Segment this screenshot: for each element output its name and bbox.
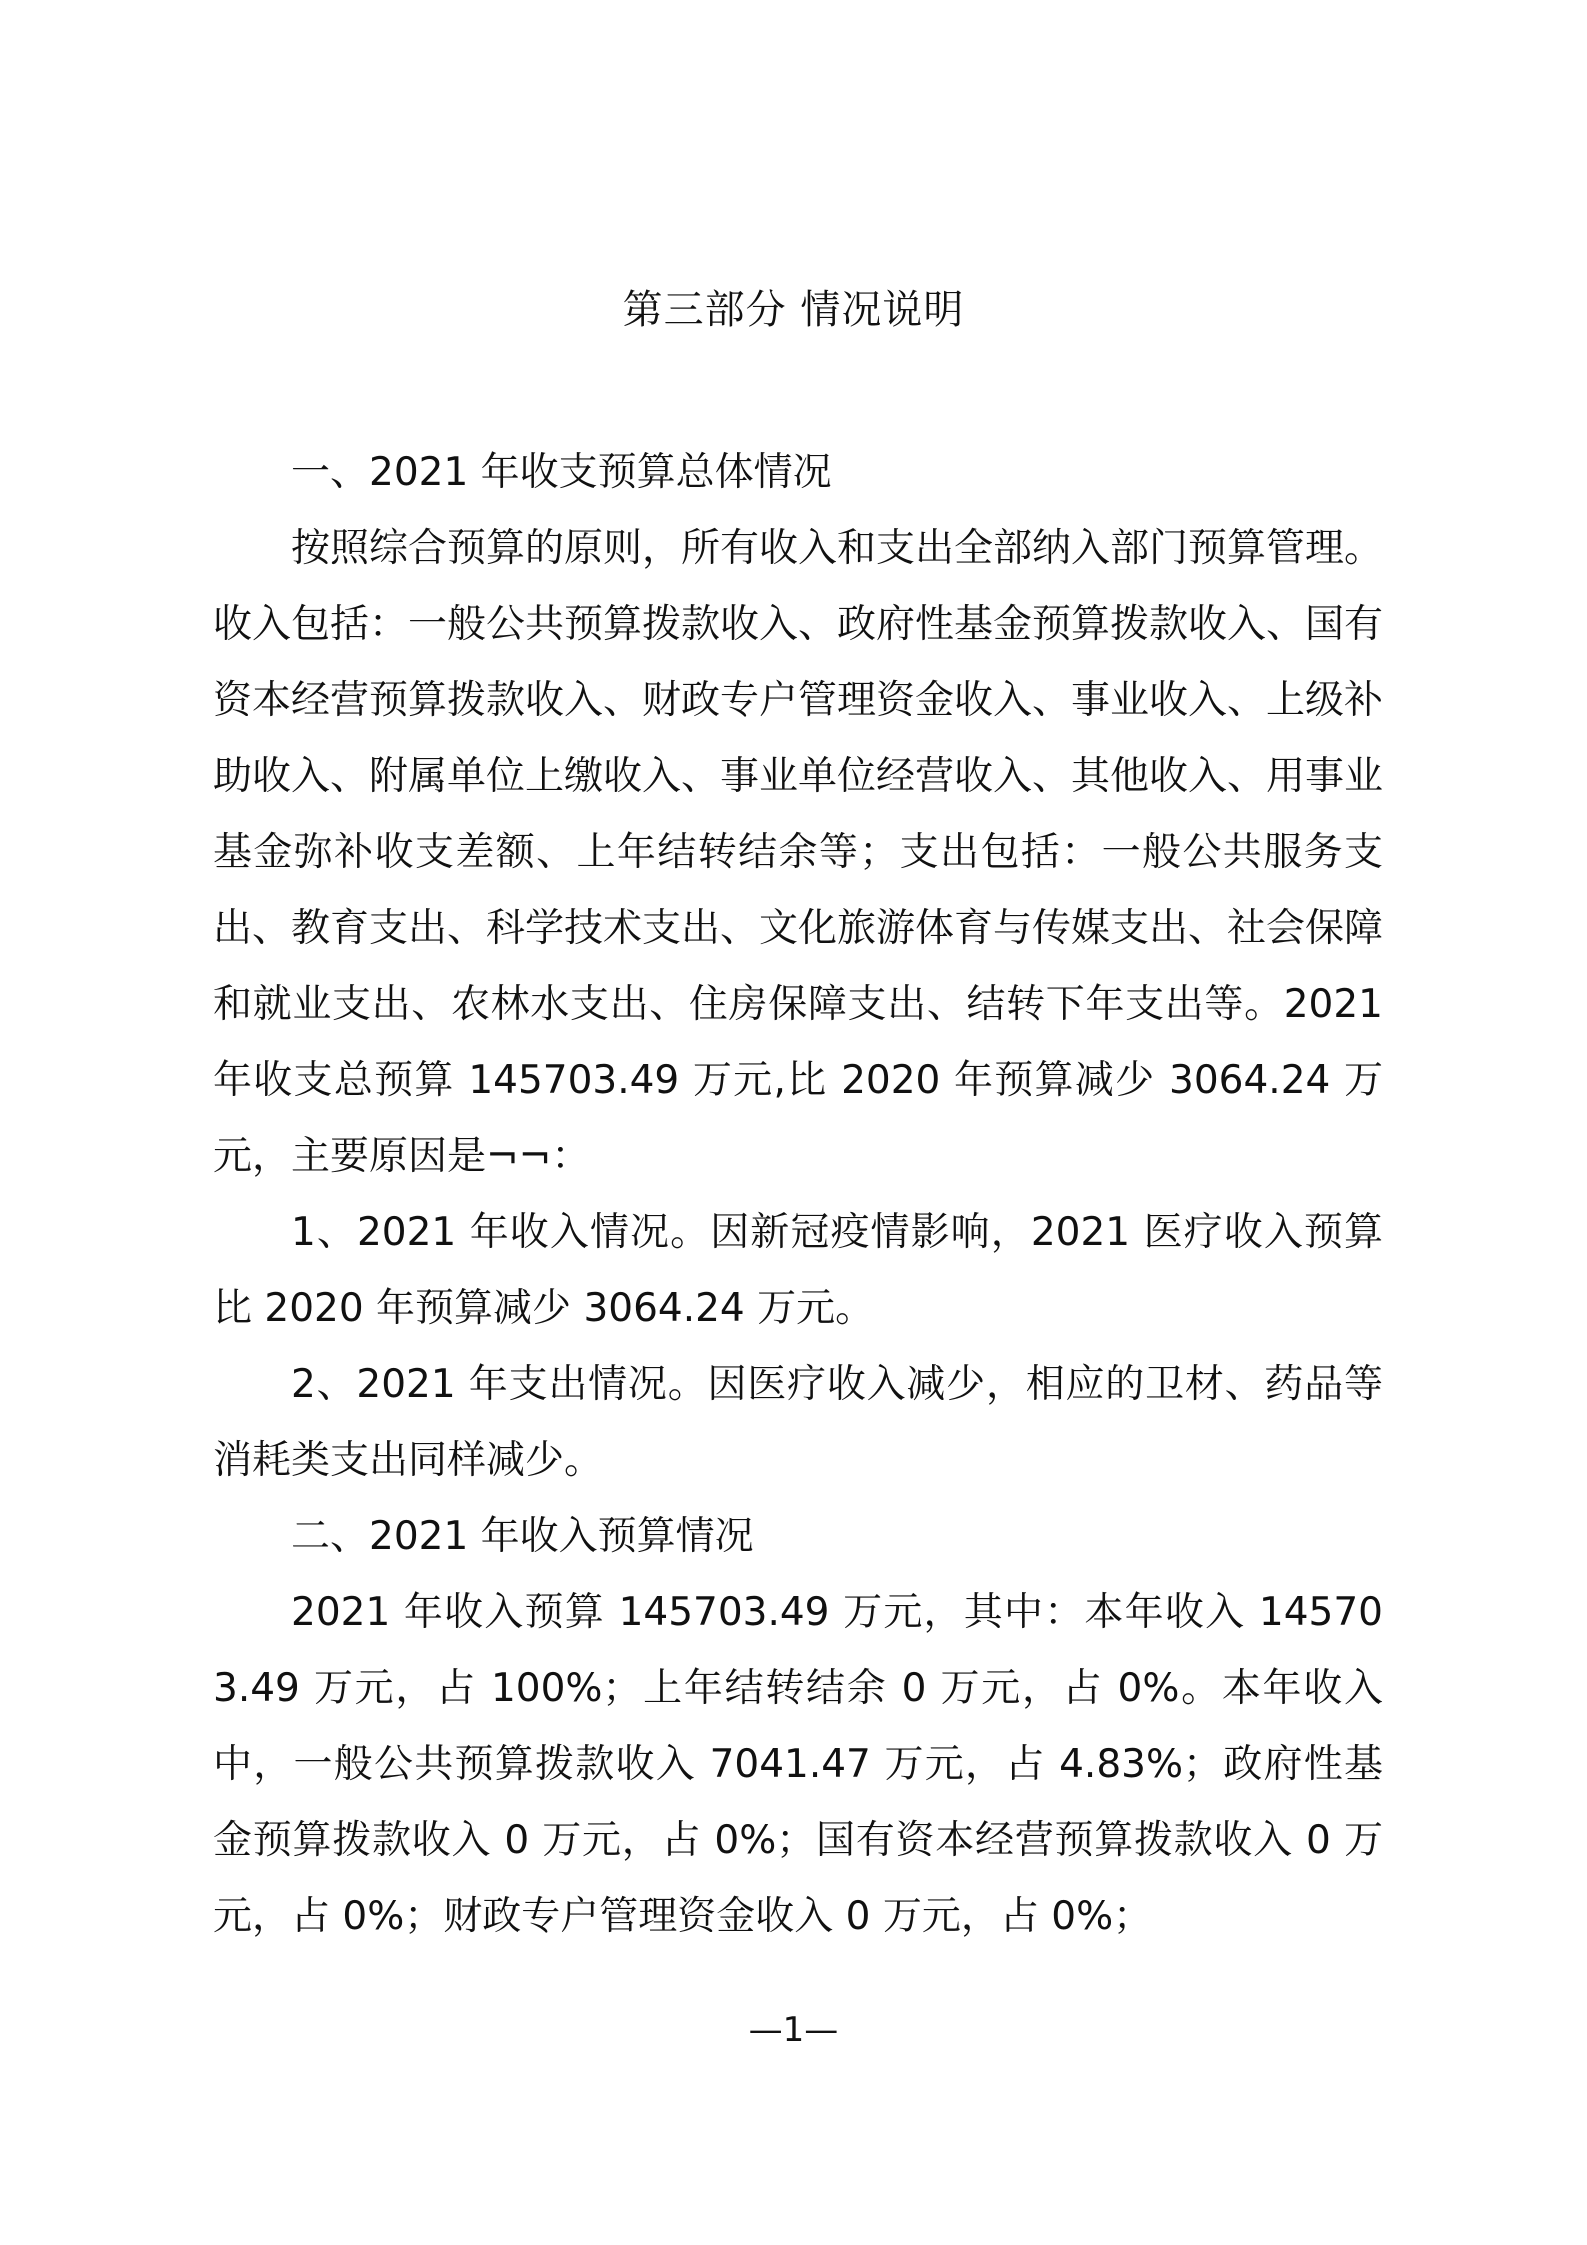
page-number: —1— <box>748 2010 839 2050</box>
body-text <box>213 435 1383 1955</box>
section-heading-2: 二、2021 年收入预算情况 <box>291 1514 754 1559</box>
paragraph-expenditure-situation: 2、2021 年支出情况。因医疗收入减少，相应的卫材、药品等消耗类支出同样减少。 <box>213 1362 1383 1483</box>
paragraph-income-budget: 2021 年收入预算 145703.49 万元，其中：本年收入 145703.49 万元，占 100%；上年结转结余 0 万元，占 0%。本年收入中，一般公共预算拨款收入 7041.47 万元，占 4.83%；政府性基金预算拨款收入 0 万元，占 0%；国有资本经营预算拨款收入 0 万元，占 0%；财政专户管理资金收入 0 万元，占 0%； <box>213 1590 1383 1939</box>
page-title: 第三部分 情况说明 <box>622 287 965 333</box>
paragraph-income-situation: 1、2021 年收入情况。因新冠疫情影响，2021 医疗收入预算比 2020 年预算减少 3064.24 万元。 <box>213 1210 1383 1331</box>
section-heading-1: 一、2021 年收支预算总体情况 <box>291 450 832 495</box>
paragraph-overview: 按照综合预算的原则，所有收入和支出全部纳入部门预算管理。收入包括：一般公共预算拨款收入、政府性基金预算拨款收入、国有资本经营预算拨款收入、财政专户管理资金收入、事业收入、上级补助收入、附属单位上缴收入、事业单位经营收入、其他收入、用事业基金弥补收支差额、上年结转结余等；支出包括：一般公共服务支出、教育支出、科学技术支出、文化旅游体育与传媒支出、社会保障和就业支出、农林水支出、住房保障支出、结转下年支出等。2021 年收支总预算 145703.49 万元,比 2020 年预算减少 3064.24 万元，主要原因是¬¬： <box>213 526 1384 1179</box>
